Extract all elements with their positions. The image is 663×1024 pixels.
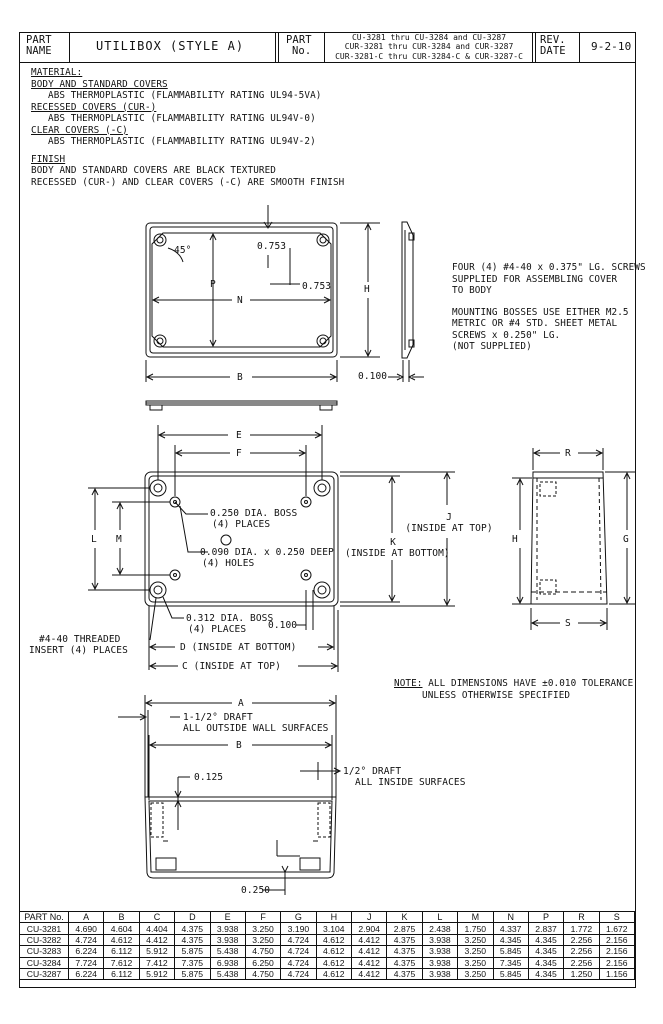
label-0100-b: 0.100 [268, 620, 298, 631]
table-part-number-cell: CU-3283 [20, 946, 69, 957]
table-cell: 4.404 [139, 923, 174, 934]
table-body [20, 923, 635, 980]
note-label: NOTE: [394, 678, 423, 689]
table-row [20, 946, 635, 957]
cover-side-view [388, 222, 424, 382]
table-cell: 5.438 [210, 968, 245, 979]
table-cell: 4.724 [281, 946, 316, 957]
part-name-label-2: NAME [26, 45, 52, 57]
label-A: A [238, 698, 244, 709]
clear-covers-text: ABS THERMOPLASTIC (FLAMMABILITY RATING UL94V-2) [48, 136, 316, 147]
table-cell: 3.938 [422, 957, 457, 968]
table-cell: 4.612 [316, 934, 351, 945]
table-header-cell: A [69, 912, 104, 923]
table-cell: 1.156 [599, 968, 634, 979]
table-header-cell: S [599, 912, 634, 923]
table-cell: 4.375 [175, 923, 210, 934]
table-cell: 7.724 [69, 957, 104, 968]
table-cell: 3.250 [458, 934, 493, 945]
table-cell: 4.604 [104, 923, 139, 934]
table-cell: 7.412 [139, 957, 174, 968]
finish-line-1: BODY AND STANDARD COVERS ARE BLACK TEXTURED [31, 165, 276, 176]
table-cell: 1.250 [564, 968, 599, 979]
label-C: C (INSIDE AT TOP) [182, 661, 281, 672]
body-covers-heading: BODY AND STANDARD COVERS [31, 78, 168, 90]
table-row [20, 934, 635, 945]
label-B-front: B [236, 740, 242, 751]
table-row [20, 923, 635, 934]
table-cell: 4.375 [175, 934, 210, 945]
table-cell: 4.345 [493, 934, 528, 945]
table-header-cell: D [175, 912, 210, 923]
part-name-value: UTILIBOX (STYLE A) [96, 39, 245, 53]
table-cell: 6.938 [210, 957, 245, 968]
tolerance-text-1: ALL DIMENSIONS HAVE ±0.010 TOLERANCE [428, 678, 634, 689]
table-header-cell: L [422, 912, 457, 923]
table-cell: 2.875 [387, 923, 422, 934]
recessed-covers-heading: RECESSED COVERS (CUR-) [31, 101, 157, 113]
tolerance-note [394, 678, 633, 701]
label-0753-a: 0.753 [257, 241, 287, 252]
screw-note [452, 262, 646, 353]
table-cell: 4.724 [281, 934, 316, 945]
part-no-list [327, 33, 531, 61]
finish-heading: FINISH [31, 153, 66, 165]
table-cell: 4.412 [352, 957, 387, 968]
rev-date-label [540, 35, 566, 57]
label-D: D (INSIDE AT BOTTOM) [180, 642, 297, 653]
boss-note-line-4: (NOT SUPPLIED) [452, 341, 532, 352]
hole-090-line-1: 0.090 DIA. x 0.250 DEEP [200, 547, 334, 558]
table-cell: 4.375 [387, 968, 422, 979]
table-cell: 2.837 [528, 923, 563, 934]
table-cell: 7.345 [493, 957, 528, 968]
table-cell: 3.104 [316, 923, 351, 934]
table-cell: 2.156 [599, 934, 634, 945]
label-F: F [236, 448, 242, 459]
table-cell: 5.845 [493, 946, 528, 957]
dimension-table [19, 911, 635, 980]
label-J-letter: J [446, 512, 452, 523]
draft-inside-label [343, 766, 466, 788]
boss-note-line-1: MOUNTING BOSSES USE EITHER M2.5 [452, 306, 629, 318]
label-K [345, 537, 450, 559]
table-cell: 5.875 [175, 946, 210, 957]
table-part-number-cell: CU-3281 [20, 923, 69, 934]
table-part-number-cell: CU-3287 [20, 968, 69, 979]
table-header-cell: M [458, 912, 493, 923]
table-header-cell: P [528, 912, 563, 923]
table-cell: 4.345 [528, 957, 563, 968]
table-cell: 2.438 [422, 923, 457, 934]
table-cell: 4.412 [352, 946, 387, 957]
table-cell: 6.250 [245, 957, 280, 968]
table-cell: 4.375 [387, 957, 422, 968]
cover-top-view [146, 205, 380, 382]
table-header-cell: C [139, 912, 174, 923]
label-H-side: H [512, 534, 518, 545]
table-cell: 6.112 [104, 946, 139, 957]
label-B: B [237, 372, 243, 383]
label-0125: 0.125 [194, 772, 224, 783]
table-cell: 2.256 [564, 946, 599, 957]
part-no-label-1: PART [286, 34, 312, 46]
table-cell: 6.112 [104, 968, 139, 979]
table-header-cell: R [564, 912, 599, 923]
table-cell: 4.724 [281, 957, 316, 968]
draft-outside-label [183, 712, 329, 734]
table-cell: 1.772 [564, 923, 599, 934]
table-cell: 6.224 [69, 946, 104, 957]
boss-250-line-1: 0.250 DIA. BOSS [210, 508, 298, 519]
table-cell: 4.612 [316, 946, 351, 957]
rev-label: REV. [540, 34, 566, 46]
insert-line-1: #4-40 THREADED [39, 634, 121, 645]
boss-312-line-2: (4) PLACES [188, 624, 247, 635]
tolerance-line-1 [394, 678, 633, 690]
label-H: H [364, 284, 370, 295]
insert-label [29, 634, 128, 656]
table-cell: 4.612 [316, 957, 351, 968]
table-cell: 3.938 [210, 934, 245, 945]
table-cell: 4.412 [139, 934, 174, 945]
table-cell: 5.912 [139, 968, 174, 979]
draft-inside-line-2: ALL INSIDE SURFACES [355, 777, 466, 788]
label-M: M [116, 534, 122, 545]
table-part-number-cell: CU-3282 [20, 934, 69, 945]
table-header-cell: K [387, 912, 422, 923]
part-no-label [286, 35, 312, 57]
screw-note-line-1: FOUR (4) #4-40 x 0.375" LG. SCREWS [452, 262, 646, 273]
table-header-cell: F [245, 912, 280, 923]
label-R: R [565, 448, 571, 459]
table-cell: 3.938 [422, 934, 457, 945]
label-S: S [565, 618, 571, 629]
table-cell: 4.750 [245, 968, 280, 979]
table-cell: 4.375 [387, 946, 422, 957]
draft-outside-line-2: ALL OUTSIDE WALL SURFACES [183, 723, 329, 734]
table-cell: 2.904 [352, 923, 387, 934]
table-cell: 5.912 [139, 946, 174, 957]
finish-line-2: RECESSED (CUR-) AND CLEAR COVERS (-C) ARE SMOOTH FINISH [31, 176, 345, 188]
table-cell: 7.612 [104, 957, 139, 968]
table-header-cell: G [281, 912, 316, 923]
body-covers-text: ABS THERMOPLASTIC (FLAMMABILITY RATING UL94-5VA) [48, 90, 322, 101]
table-cell: 4.345 [528, 946, 563, 957]
label-G: G [623, 534, 629, 545]
label-P: P [210, 279, 216, 290]
table-header-cell: B [104, 912, 139, 923]
table-row [20, 968, 635, 979]
hole-090-line-2: (4) HOLES [202, 558, 255, 569]
table-cell: 4.375 [387, 934, 422, 945]
draft-outside-line-1: 1-1/2° DRAFT [183, 712, 253, 723]
table-cell: 2.156 [599, 946, 634, 957]
table-cell: 3.938 [210, 923, 245, 934]
table-cell: 5.845 [493, 968, 528, 979]
table-cell: 3.250 [245, 923, 280, 934]
table-header-cell: PART No. [20, 912, 69, 923]
label-45-deg: 45° [174, 245, 192, 256]
date-value: 9-2-10 [591, 40, 632, 53]
table-cell: 2.256 [564, 934, 599, 945]
table-cell: 4.412 [352, 934, 387, 945]
table-cell: 3.250 [458, 968, 493, 979]
table-row [20, 957, 635, 968]
table-header-row [20, 912, 635, 923]
boss-312-label [186, 613, 273, 635]
part-no-line-1: CU-3281 thru CU-3284 and CU-3287 [351, 33, 507, 42]
label-K-letter: K [390, 537, 396, 548]
table-cell: 3.938 [422, 968, 457, 979]
table-header-cell: H [316, 912, 351, 923]
table-part-number-cell: CU-3284 [20, 957, 69, 968]
label-J [404, 512, 494, 534]
clear-covers-heading: CLEAR COVERS (-C) [31, 124, 128, 136]
label-E: E [236, 430, 242, 441]
table-header-cell: E [210, 912, 245, 923]
table-cell: 4.337 [493, 923, 528, 934]
label-0753-b: 0.753 [302, 281, 332, 292]
table-cell: 7.375 [175, 957, 210, 968]
table-cell: 3.250 [245, 934, 280, 945]
draft-inside-line-1: 1/2° DRAFT [343, 766, 402, 777]
label-L: L [91, 534, 97, 545]
boss-note-line-3: SCREWS x 0.250" LG. [452, 329, 561, 341]
table-cell: 3.250 [458, 957, 493, 968]
table-cell: 6.224 [69, 968, 104, 979]
table-cell: 3.190 [281, 923, 316, 934]
screw-note-line-3: TO BODY [452, 285, 492, 296]
label-N: N [237, 295, 243, 306]
date-label: DATE [540, 45, 566, 57]
label-J-sub: (INSIDE AT TOP) [405, 523, 493, 534]
label-0250: 0.250 [241, 885, 271, 896]
table-cell: 4.690 [69, 923, 104, 934]
tolerance-text-2: UNLESS OTHERWISE SPECIFIED [422, 689, 571, 701]
cover-edge-view [146, 401, 337, 410]
label-0100-a: 0.100 [358, 371, 388, 382]
table-cell: 1.750 [458, 923, 493, 934]
label-K-sub: (INSIDE AT BOTTOM) [345, 548, 450, 559]
table-cell: 4.724 [69, 934, 104, 945]
table-cell: 2.256 [564, 957, 599, 968]
table-cell: 4.612 [316, 968, 351, 979]
boss-312-line-1: 0.312 DIA. BOSS [186, 613, 274, 624]
table-cell: 4.612 [104, 934, 139, 945]
table-cell: 4.750 [245, 946, 280, 957]
table-cell: 3.250 [458, 946, 493, 957]
table-cell: 4.345 [528, 934, 563, 945]
part-no-line-2: CUR-3281 thru CUR-3284 and CUR-3287 [344, 42, 514, 52]
table-cell: 1.672 [599, 923, 634, 934]
table-header-cell: J [352, 912, 387, 923]
table-cell: 2.156 [599, 957, 634, 968]
boss-250-line-2: (4) PLACES [212, 519, 271, 530]
part-no-line-3: CUR-3281-C thru CUR-3284-C & CUR-3287-C [335, 51, 523, 61]
hole-090-label [200, 547, 334, 569]
recessed-covers-text: ABS THERMOPLASTIC (FLAMMABILITY RATING UL94V-0) [48, 113, 316, 124]
table-cell: 3.938 [422, 946, 457, 957]
part-name-label-1: PART [26, 34, 52, 46]
table-cell: 5.875 [175, 968, 210, 979]
part-name-label [26, 35, 52, 57]
table-header-cell: N [493, 912, 528, 923]
table-cell: 4.724 [281, 968, 316, 979]
part-no-label-2: No. [292, 45, 312, 57]
table-cell: 5.438 [210, 946, 245, 957]
body-side-view [512, 448, 635, 630]
table-cell: 4.345 [528, 968, 563, 979]
boss-250-label [210, 508, 297, 530]
screw-note-line-2: SUPPLIED FOR ASSEMBLING COVER [452, 273, 618, 285]
table-cell: 4.412 [352, 968, 387, 979]
material-notes [31, 67, 344, 188]
material-heading: MATERIAL: [31, 67, 83, 78]
boss-note-line-2: METRIC OR #4 STD. SHEET METAL [452, 318, 618, 329]
insert-line-2: INSERT (4) PLACES [29, 645, 128, 656]
